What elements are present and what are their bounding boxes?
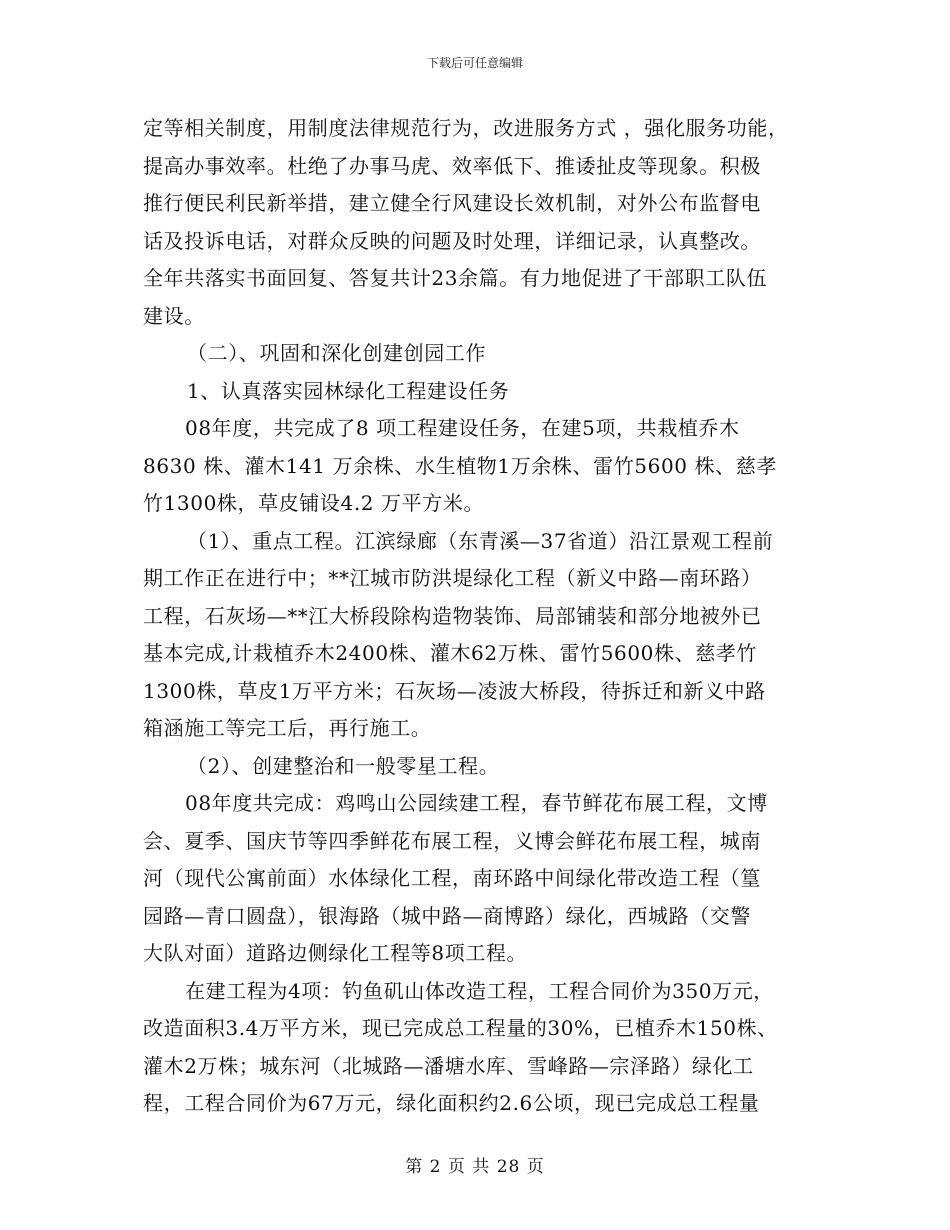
text-line: 在建工程为4项：钓鱼矶山体改造工程，工程合同价为350万元，: [185, 978, 774, 1003]
text-line: 基本完成,计栽植乔木2400株、灌木62万株、雷竹5600株、慈孝竹: [143, 641, 758, 665]
page-header: 下载后可任意编辑: [426, 56, 523, 70]
text-line: 园路—青口圆盘），银海路（城中路—商博路）绿化，西城路（交警: [143, 903, 751, 928]
page-footer: 第 2 页 共 28 页: [405, 1157, 545, 1177]
text-line: 8630 株、灌木141 万余株、水生植物1万余株、雷竹5600 株、慈孝: [143, 453, 777, 478]
text-line: 1、认真落实园林绿化工程建设任务: [187, 378, 510, 403]
text-line: 程，工程合同价为67万元，绿化面积约2.6公顷，现已完成总工程量: [143, 1091, 760, 1115]
text-line: 期工作正在进行中；**江城市防洪堤绿化工程（新义中路—南环路）: [143, 566, 762, 590]
text-line: （二）、巩固和深化创建创园工作: [187, 341, 486, 365]
text-line: 竹1300株，草皮铺设4.2 万平方米。: [143, 491, 485, 515]
text-line: 推行便民利民新举措，建立健全行风建设长效机制，对外公布监督电: [143, 191, 761, 215]
text-line: 河（现代公寓前面）水体绿化工程，南环路中间绿化带改造工程（篁: [143, 866, 761, 890]
text-line: 1300株，草皮1万平方米；石灰场—凌波大桥段，待拆迁和新义中路: [143, 678, 766, 703]
document-body: [143, 110, 811, 1123]
text-line: 提高办事效率。杜绝了办事马虎、效率低下、推诿扯皮等现象。积极: [143, 153, 761, 178]
text-line: 改造面积3.4万平方米，现已完成总工程量的30%，已植乔木150株、: [143, 1016, 778, 1040]
text-line: 灌木2万株；城东河（北城路—潘塘水库、雪峰路—宗泽路）绿化工: [143, 1053, 754, 1078]
text-line: 建设。: [143, 303, 205, 328]
text-line: 定等相关制度，用制度法律规范行为，改进服务方式 ，强化服务功能，: [143, 116, 789, 140]
text-line: 08年度，共完成了8 项工程建设任务，在建5项，共栽植乔木: [185, 416, 740, 440]
text-line: 08年度共完成：鸡鸣山公园续建工程，春节鲜花布展工程，文博: [185, 791, 768, 815]
text-line: 工程，石灰场—**江大桥段除构造物装饰、局部铺装和部分地被外已: [143, 603, 762, 628]
text-line: 话及投诉电话，对群众反映的问题及时处理，详细记录，认真整改。: [143, 228, 761, 253]
text-line: 全年共落实书面回复、答复共计23余篇。有力地促进了干部职工队伍: [143, 266, 768, 290]
text-line: （1）、重点工程。江滨绿廊（东青溪—37省道）沿江景观工程前: [187, 528, 774, 553]
text-line: 会、夏季、国庆节等四季鲜花布展工程，义博会鲜花布展工程，城南: [143, 828, 761, 853]
text-line: （2）、创建整治和一般零星工程。: [187, 753, 500, 778]
text-line: 箱涵施工等完工后，再行施工。: [143, 716, 432, 740]
text-line: 大队对面）道路边侧绿化工程等8项工程。: [143, 941, 528, 965]
